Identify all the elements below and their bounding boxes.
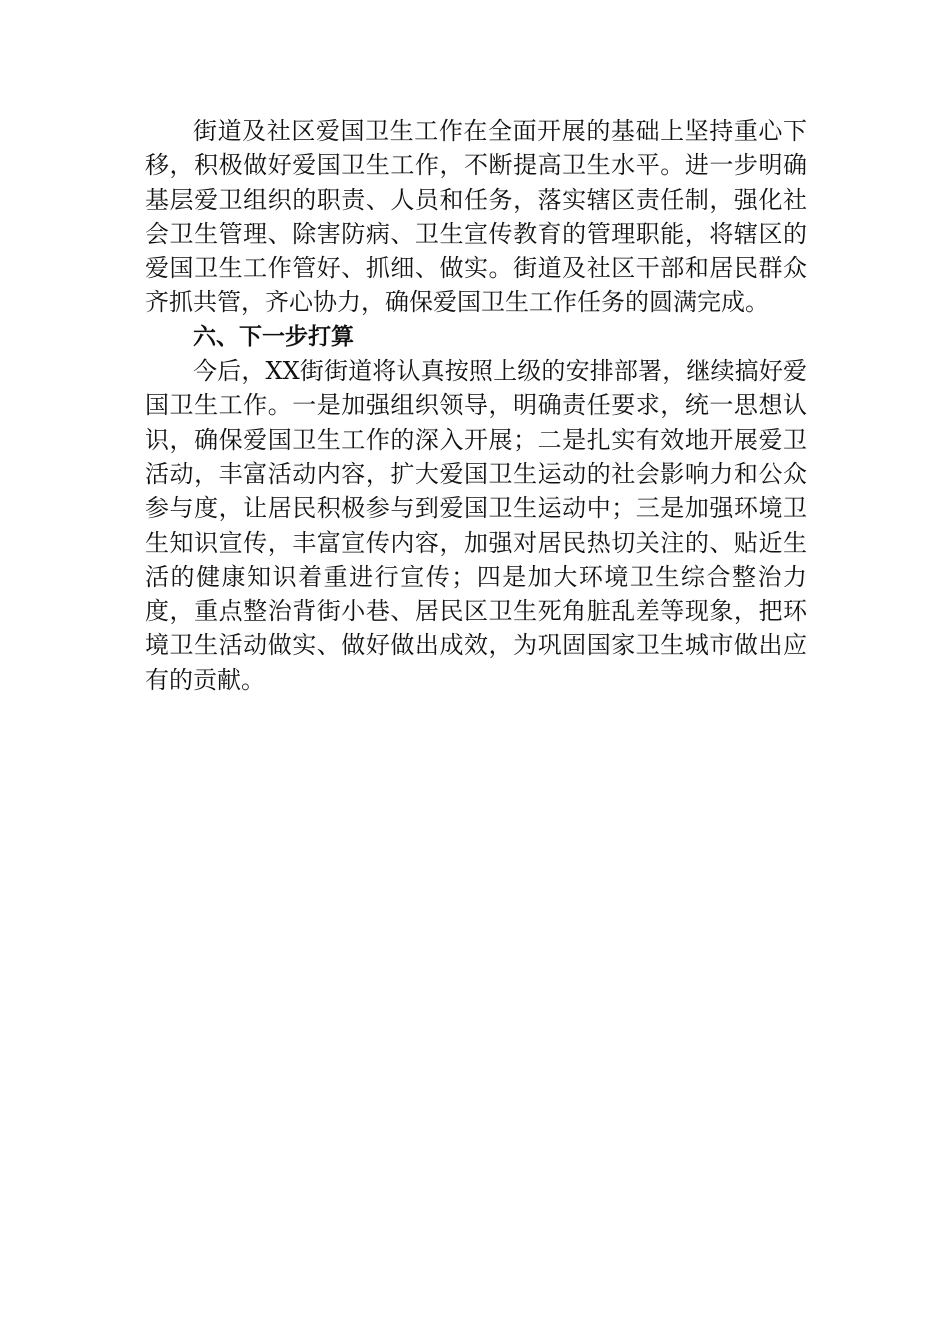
document-body — [145, 114, 807, 697]
paragraph-next-steps: 今后，XX街街道将认真按照上级的安排部署，继续搞好爱国卫生工作。一是加强组织领导，明确责任要求，统一思想认识，确保爱国卫生工作的深入开展；二是扎实有效地开展爱卫活动，丰富活动内容，扩大爱国卫生运动的社会影响力和公众参与度，让居民积极参与到爱国卫生运动中；三是加强环境卫生知识宣传，丰富宣传内容，加强对居民热切关注的、贴近生活的健康知识着重进行宣传；四是加大环境卫生综合整治力度，重点整治背街小巷、居民区卫生死角脏乱差等现象，把环境卫生活动做实、做好做出成效，为巩固国家卫生城市做出应有的贡献。 — [145, 357, 807, 694]
paragraph-street-community-work: 街道及社区爱国卫生工作在全面开展的基础上坚持重心下移，积极做好爱国卫生工作，不断提高卫生水平。进一步明确基层爱卫组织的职责、人员和任务，落实辖区责任制，强化社会卫生管理、除害防病、卫生宣传教育的管理职能，将辖区的爱国卫生工作管好、抓细、做实。街道及社区干部和居民群众齐抓共管，齐心协力，确保爱国卫生工作任务的圆满完成。 — [145, 117, 807, 317]
section-heading-next-steps: 六、下一步打算 — [193, 323, 354, 350]
